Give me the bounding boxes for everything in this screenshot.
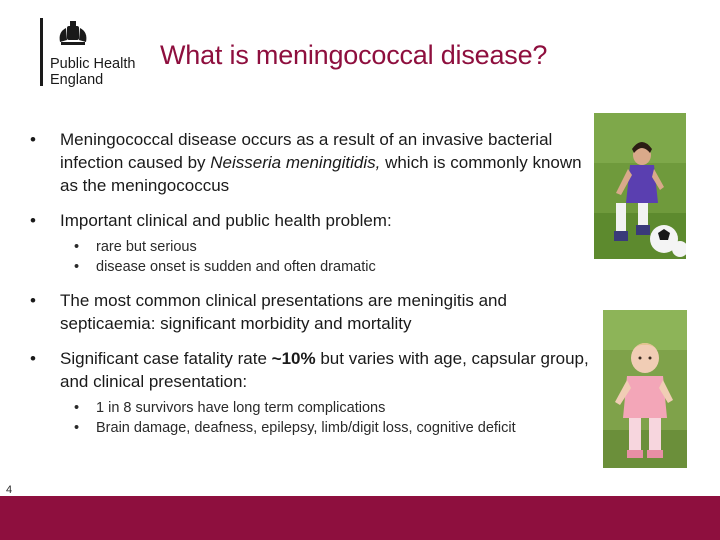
phe-logo xyxy=(40,18,150,90)
girl-football-illustration xyxy=(594,113,686,259)
bullet-1-text-after: which is commonly known as the meningococcus xyxy=(60,153,582,195)
sub-bullet xyxy=(60,237,590,257)
sub-bullet-text: disease onset is sudden and often dramatic xyxy=(96,259,376,275)
bullet-dot: • xyxy=(30,211,36,230)
logo-divider xyxy=(40,18,43,86)
sub-bullet-text: 1 in 8 survivors have long term complications xyxy=(96,400,386,416)
bullet-4-text-after: but varies with age, capsular group, and clinical presentation: xyxy=(60,349,589,391)
footer-bar xyxy=(0,496,720,540)
bullet-4-bold: ~10% xyxy=(271,349,316,368)
royal-crest-icon xyxy=(56,20,90,48)
sub-bullet xyxy=(60,257,590,277)
bullet-1-text: Meningococcal disease occurs as a result of an invasive bacterial infection caused by xyxy=(60,130,553,172)
sub-bullet xyxy=(60,398,590,418)
bullet-dot: • xyxy=(30,291,36,310)
slide-title: What is meningococcal disease? xyxy=(160,40,548,70)
bullet-dot: • xyxy=(30,349,36,368)
bullet-3-text: The most common clinical presentations are meningitis and septicaemia: significant morbidity and mortality xyxy=(60,291,507,333)
toddler-photo xyxy=(603,310,687,468)
sub-bullet-dot: • xyxy=(74,239,80,255)
logo-text xyxy=(50,56,135,88)
bullet-list xyxy=(30,128,590,450)
bullet-2 xyxy=(30,209,590,277)
bullet-4-text: Significant case fatality rate xyxy=(60,349,272,368)
logo-line2: England xyxy=(50,72,104,88)
girl-football-photo xyxy=(594,113,686,259)
sub-bullet-dot: • xyxy=(74,400,80,416)
bullet-1 xyxy=(30,128,590,197)
sub-bullet-text: Brain damage, deafness, epilepsy, limb/digit loss, cognitive deficit xyxy=(96,420,516,436)
sub-bullet-dot: • xyxy=(74,259,80,275)
sub-bullet xyxy=(60,418,590,438)
bullet-2-text: Important clinical and public health problem: xyxy=(60,211,392,230)
logo-line1: Public Health xyxy=(50,56,136,72)
bullet-dot: • xyxy=(30,130,36,149)
sub-list xyxy=(60,237,590,277)
page-number: 4 xyxy=(6,484,13,496)
bullet-3 xyxy=(30,289,590,335)
sub-bullet-dot: • xyxy=(74,420,80,436)
sub-list xyxy=(60,398,590,438)
sub-bullet-text: rare but serious xyxy=(96,239,197,255)
bullet-1-italic: Neisseria meningitidis, xyxy=(210,153,381,172)
toddler-illustration xyxy=(603,310,687,468)
bullet-4 xyxy=(30,347,590,438)
